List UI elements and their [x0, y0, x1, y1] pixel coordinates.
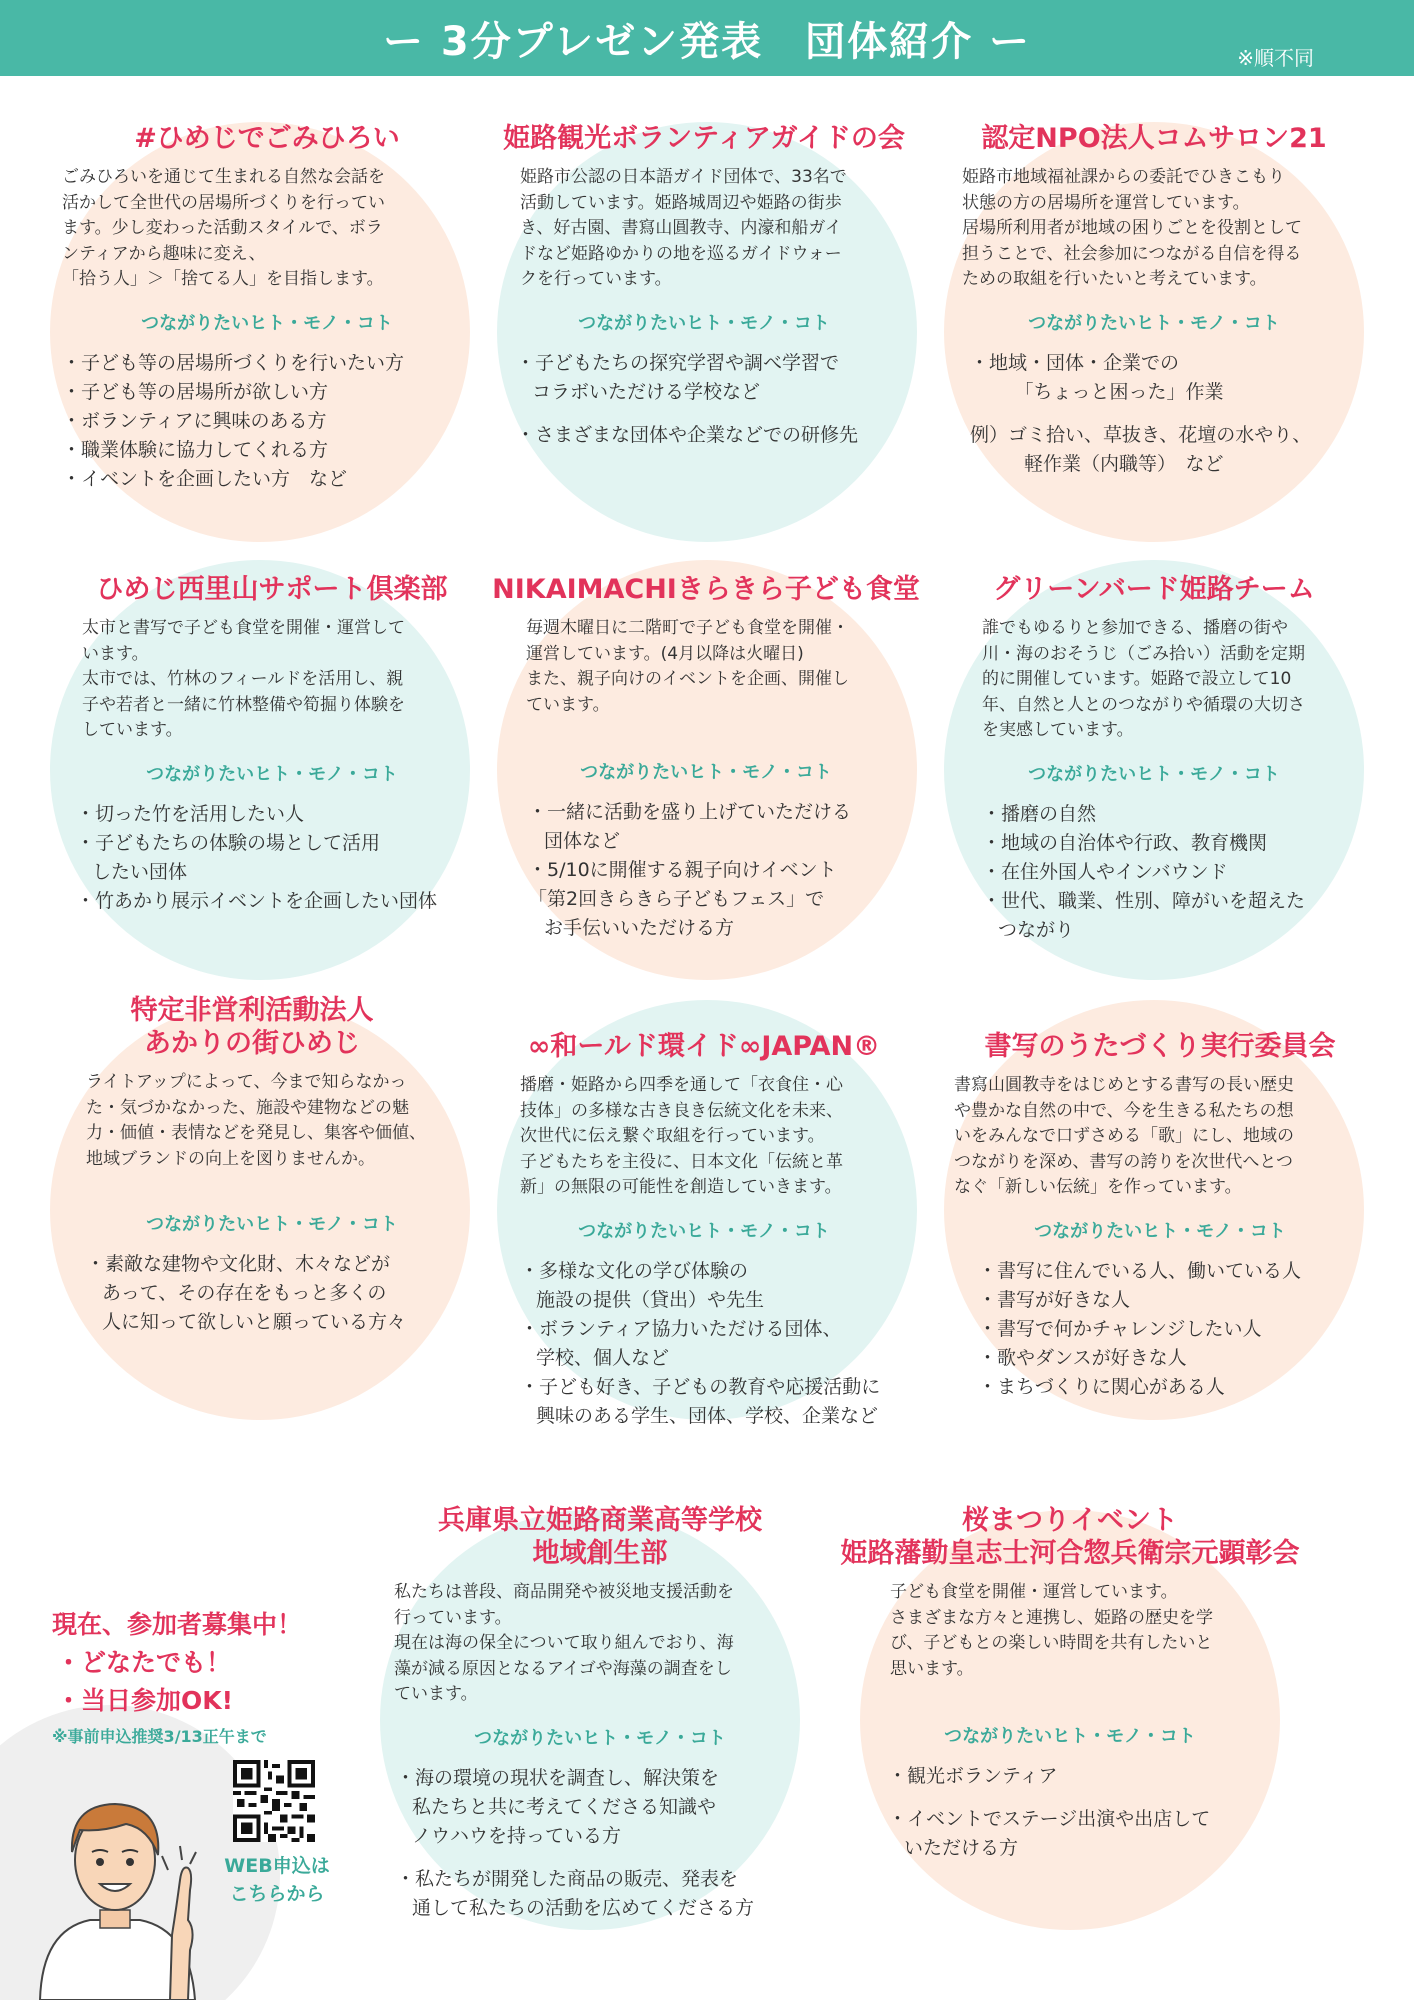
connect-subheading: つながりたいヒト・モノ・コト: [1034, 1220, 1286, 1242]
web-apply-note: WEB申込は こちらから: [224, 1855, 330, 1905]
connect-list: [484, 349, 924, 450]
connect-item: ・素敵な建物や文化財、木々などが あって、その存在をもっと多くの 人に知って欲しいと願っている方々: [86, 1253, 407, 1333]
connect-item: ・竹あかり展示イベントを企画したい団体: [76, 889, 438, 912]
connect-item: ・子どもたちの体験の場として活用 したい団体: [76, 831, 381, 883]
connect-subheading: つながりたいヒト・モノ・コト: [578, 312, 830, 334]
connect-list: [484, 1257, 924, 1431]
org-description: ごみひろいを通じて生まれる自然な会話を 活かして全世代の居場所づくりを行ってい ます。少し変わった活動スタイルで、ボラ ンティアから趣味に変え、 「拾う人」＞「捨てる人」を目指します。: [62, 167, 385, 289]
org-card: [478, 573, 934, 943]
connect-item: ・在住外国人やインバウンド: [982, 860, 1228, 883]
org-name: 認定NPO法人コムサロン21: [981, 123, 1327, 154]
connect-item: ・一緒に活動を盛り上げていただける 団体など: [528, 801, 852, 852]
org-name: 書写のうたづくり実行委員会: [984, 1031, 1336, 1062]
connect-item: ・切った竹を活用したい人: [76, 802, 305, 825]
org-description: 私たちは普段、商品開発や被災地支援活動を 行っています。 現在は海の保全について取り組んでおり、海 藻が減る原因となるアイゴや海藻の調査をし ています。: [394, 1582, 734, 1704]
connect-item: ・私たちが開発した商品の販売、発表を 通して私たちの活動を広めてくださる方: [396, 1867, 755, 1919]
org-card: [62, 994, 482, 1337]
connect-item: ・書写で何かチャレンジしたい人: [978, 1317, 1262, 1340]
connect-item: ・世代、職業、性別、障がいを超えた つながり: [982, 889, 1306, 941]
org-description: 毎週木曜日に二階町で子ども食堂を開催・ 運営しています。(4月以降は火曜日) また、親子向けのイベントを企画、開催し ています。: [526, 618, 849, 715]
connect-subheading: つながりたいヒト・モノ・コト: [474, 1727, 726, 1749]
recruit-line: ・当日参加OK!: [56, 1686, 234, 1715]
connect-subheading: つながりたいヒト・モノ・コト: [141, 312, 393, 334]
connect-item: ・イベントでステージ出演や出店して いただける方: [888, 1808, 1211, 1859]
org-description: 姫路市公認の日本語ガイド団体で、33名で 活動しています。姫路城周辺や姫路の街歩 き、好古園、書寫山圓教寺、内濠和船ガイ ドなど姫路ゆかりの地を巡るガイドウォー クを行っています。: [520, 167, 847, 289]
connect-subheading: つながりたいヒト・モノ・コト: [578, 1220, 830, 1242]
qr-code-icon[interactable]: [233, 1760, 315, 1842]
org-description: 姫路市地域福祉課からの委託でひきこもり 状態の方の居場所を運営しています。 居場所利用者が地域の困りごとを役割として 担うことで、社会参加につながる自信を得る ための取組を行いたいと考えています。: [962, 167, 1302, 289]
org-card: [62, 122, 472, 494]
connect-item: ・子ども等の居場所づくりを行いたい方: [62, 351, 405, 374]
pointing-person-illustration: [30, 1760, 200, 2000]
connect-item: ・まちづくりに関心がある人: [978, 1375, 1225, 1398]
connect-item: ・書写に住んでいる人、働いている人: [978, 1259, 1302, 1282]
connect-list: [944, 800, 1364, 945]
org-name: 兵庫県立姫路商業高等学校 地域創生部: [438, 1505, 762, 1569]
connect-item: ・書写が好きな人: [978, 1288, 1131, 1311]
page-title: ー 3分プレゼン発表 団体紹介 ー: [382, 18, 1032, 65]
org-card: [940, 1030, 1380, 1402]
connect-subheading: つながりたいヒト・モノ・コト: [1028, 312, 1280, 334]
connect-subheading: つながりたいヒト・モノ・コト: [944, 1726, 1196, 1747]
org-name: #ひめじでごみひろい: [134, 123, 400, 154]
org-card: [484, 1030, 924, 1431]
connect-list: [820, 1762, 1320, 1863]
org-card: [380, 1504, 820, 1923]
connect-list: [944, 349, 1364, 479]
connect-item: ・5/10に開催する親子向けイベント: [528, 859, 837, 881]
connect-list: [940, 1257, 1380, 1402]
org-description: ライトアップによって、今まで知らなかっ た・気づかなかった、施設や建物などの魅 力・価値・表情などを発見し、集客や価値、 地域ブランドの向上を図りませんか。: [86, 1072, 426, 1169]
connect-subheading: つながりたいヒト・モノ・コト: [580, 762, 832, 783]
connect-subheading: つながりたいヒト・モノ・コト: [1028, 763, 1280, 785]
connect-list: [62, 349, 472, 494]
connect-subheading: つながりたいヒト・モノ・コト: [146, 1214, 398, 1235]
recruit-line: ・どなたでも！: [56, 1648, 232, 1677]
connect-item: 例）ゴミ拾い、草抜き、花壇の水やり、 軽作業（内職等） など: [970, 423, 1312, 475]
org-name: ひめじ西里山サポート倶楽部: [96, 574, 448, 605]
connect-item: ・子ども好き、子どもの教育や応援活動に 興味のある学生、団体、学校、企業など: [520, 1375, 881, 1427]
connect-item: ・ボランティアに興味のある方: [62, 409, 327, 432]
connect-item: ・地域・団体・企業での 「ちょっと困った」作業: [970, 351, 1224, 403]
org-card: [820, 1504, 1320, 1863]
org-name: NIKAIMACHIきらきら子ども食堂: [492, 574, 920, 605]
connect-item: ・子どもたちの探究学習や調べ学習で コラボいただける学校など: [516, 351, 840, 403]
connect-list: [62, 1250, 482, 1337]
connect-item: ・職業体験に協力してくれる方: [62, 438, 329, 461]
page-header: [0, 0, 1414, 76]
order-note: ※順不同: [1237, 46, 1314, 70]
connect-list: [62, 800, 482, 916]
connect-item: ・播磨の自然: [982, 802, 1097, 825]
connect-item: ・さまざまな団体や企業などでの研修先: [516, 423, 859, 446]
org-name: ∞和ールド環イド∞JAPAN®: [527, 1031, 881, 1062]
connect-item: ・ボランティア協力いただける団体、 学校、個人など: [520, 1317, 842, 1369]
recruit-deadline-note: ※事前申込推奨3/13正午まで: [52, 1727, 267, 1746]
connect-item: ・多様な文化の学び体験の 施設の提供（貸出）や先生: [520, 1259, 765, 1311]
org-description: 播磨・姫路から四季を通して「衣食住・心 技体」の多様な古き良き伝統文化を未来、 次世代に伝え繋ぐ取組を行っています。 子どもたちを主役に、日本文化「伝統と革 新」の無限の可能性を創造していきます。: [520, 1075, 843, 1197]
connect-item: ・観光ボランティア: [888, 1765, 1058, 1787]
org-description: 誰でもゆるりと参加できる、播磨の街や 川・海のおそうじ（ごみ拾い）活動を定期 的に開催しています。姫路で設立して10 年、自然と人とのつながりや循環の大切さ を実感しています。: [982, 618, 1305, 740]
org-name: 特定非営利活動法人 あかりの街ひめじ: [130, 995, 374, 1059]
connect-item: ・海の環境の現状を調査し、解決策を 私たちと共に考えてくださる知識や ノウハウを持っている方: [396, 1766, 720, 1847]
org-description: 書寫山圓教寺をはじめとする書写の長い歴史 や豊かな自然の中で、今を生きる私たちの想 いをみんなで口ずさめる「歌」にし、地域の つながりを深め、書写の誇りを次世代へとつ なぐ「新しい伝統」を作っています。: [954, 1075, 1294, 1197]
org-card: [62, 573, 482, 916]
recruit-title: 現在、参加者募集中！: [52, 1610, 303, 1639]
connect-list: [478, 798, 934, 943]
org-name: 桜まつりイベント 姫路藩勤皇志士河合惣兵衛宗元顕彰会: [840, 1505, 1300, 1569]
org-name: グリーンバード姫路チーム: [993, 574, 1315, 605]
org-description: 子ども食堂を開催・運営しています。 さまざまな方々と連携し、姫路の歴史を学 び、子どもとの楽しい時間を共有したいと 思います。: [890, 1582, 1213, 1679]
connect-subheading: つながりたいヒト・モノ・コト: [146, 763, 398, 785]
org-name: 姫路観光ボランティアガイドの会: [503, 123, 905, 154]
org-description: 太市と書写で子ども食堂を開催・運営して います。 太市では、竹林のフィールドを活用し、親 子や若者と一緒に竹林整備や筍掘り体験を しています。: [82, 618, 405, 740]
recruit-block: [52, 1606, 372, 1747]
connect-item: 「第2回きらきら子どもフェス」で お手伝いいただける方: [528, 888, 825, 939]
connect-item: ・地域の自治体や行政、教育機関: [982, 831, 1268, 854]
connect-item: ・歌やダンスが好きな人: [978, 1346, 1187, 1369]
org-card: [484, 122, 924, 450]
connect-list: [380, 1764, 820, 1923]
connect-item: ・子ども等の居場所が欲しい方: [62, 380, 329, 403]
org-card: [944, 122, 1364, 479]
connect-item: ・イベントを企画したい方 など: [62, 467, 348, 490]
org-card: [944, 573, 1364, 945]
